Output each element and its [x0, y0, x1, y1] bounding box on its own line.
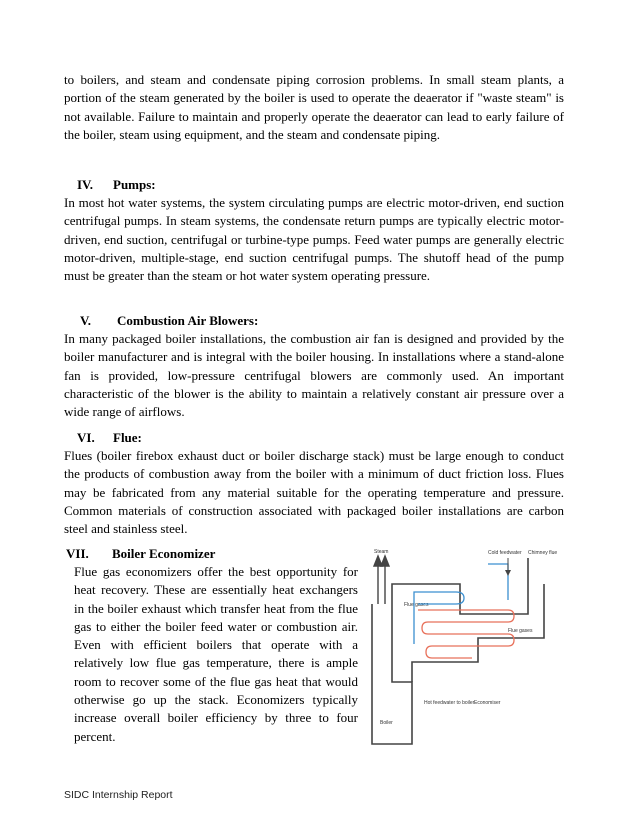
hot-feedwater-label: Hot feedwater to boiler [424, 700, 475, 706]
steam-arrows [374, 556, 389, 604]
intro-paragraph: to boilers, and steam and condensate piping corrosion problems. In small steam plants, a portion of the steam generated by the boiler is used to operate the deaerator if "waste steam" is not available. Failure to maintain and properly operate the deaerator can lead to early failure of the boiler, steam using equipment, and the steam and condensate piping. [64, 72, 564, 142]
section-heading-boiler-economizer [66, 545, 215, 563]
economizer-diagram-svg [368, 544, 562, 748]
flue-duct [392, 558, 544, 682]
section-number: VII. [66, 546, 89, 561]
section-heading-combustion-air-blowers [80, 312, 258, 330]
economiser-coils [414, 564, 514, 658]
flue-paragraph: Flues (boiler firebox exhaust duct or boiler discharge stack) must be large enough to conduct the products of combustion away from the boiler with a minimum of duct friction loss. Flues may be fabricated from any material suitable for the operating temperature and pressure. Common materials of construction associated with packaged boiler installations are carbon steel and stainless steel. [64, 448, 564, 537]
flue-gases-right-label: Flue gases [508, 628, 533, 634]
economizer-diagram [368, 544, 562, 748]
page-footer: SIDC Internship Report [64, 789, 173, 801]
economiser-label: Economiser [474, 700, 501, 706]
section-heading-pumps [77, 176, 156, 194]
section-number: V. [80, 313, 91, 328]
section-title: Pumps: [113, 177, 156, 192]
section-number: IV. [77, 177, 94, 192]
section-title: Flue: [113, 430, 142, 445]
section-number: VI. [77, 430, 95, 445]
pumps-paragraph: In most hot water systems, the system circulating pumps are electric motor-driven, end suction centrifugal pumps. In steam systems, the condensate return pumps are typically electric motor-driven, end suction, centrifugal or turbine-type pumps. Feed water pumps are generally electric motor-driven, multiple-stage, end suction centrifugal pumps. The shutoff head of the pump must be greater than the steam or hot water system operating pressure. [64, 195, 564, 284]
section-heading-flue [77, 429, 142, 447]
feedwater-arrowhead [505, 570, 511, 576]
boiler-label: Boiler [380, 720, 393, 726]
steam-label: Steam [374, 549, 389, 555]
chimney-flue-label: Chimney flue [528, 550, 558, 556]
section-title: Combustion Air Blowers: [117, 313, 259, 328]
cold-feedwater-label: Cold feedwater [488, 550, 522, 556]
flue-gases-top-label: Flue gases [404, 602, 429, 608]
section-title: Boiler Economizer [112, 546, 216, 561]
blowers-paragraph: In many packaged boiler installations, the combustion air fan is designed and provided by the boiler manufacturer and is integral with the boiler housing. In installations where a stand-alone fan is provided, low-pressure centrifugal blowers are commonly used. An important characteristic of the blower is the ability to maintain a relatively constant air pressure over a wide range of airflows. [64, 331, 564, 420]
economizer-paragraph: Flue gas economizers offer the best opportunity for heat recovery. These are essentially heat exchangers in the boiler exhaust which transfer heat from the flue gas to either the boiler feed water or combustion air. Even with efficient boilers that operate with a relatively low flue gas temperature, there is ample room to recover some of the flue gas heat that would otherwise go up the stack. Economizers typically increase overall boiler efficiency by three to four percent. [74, 564, 358, 744]
